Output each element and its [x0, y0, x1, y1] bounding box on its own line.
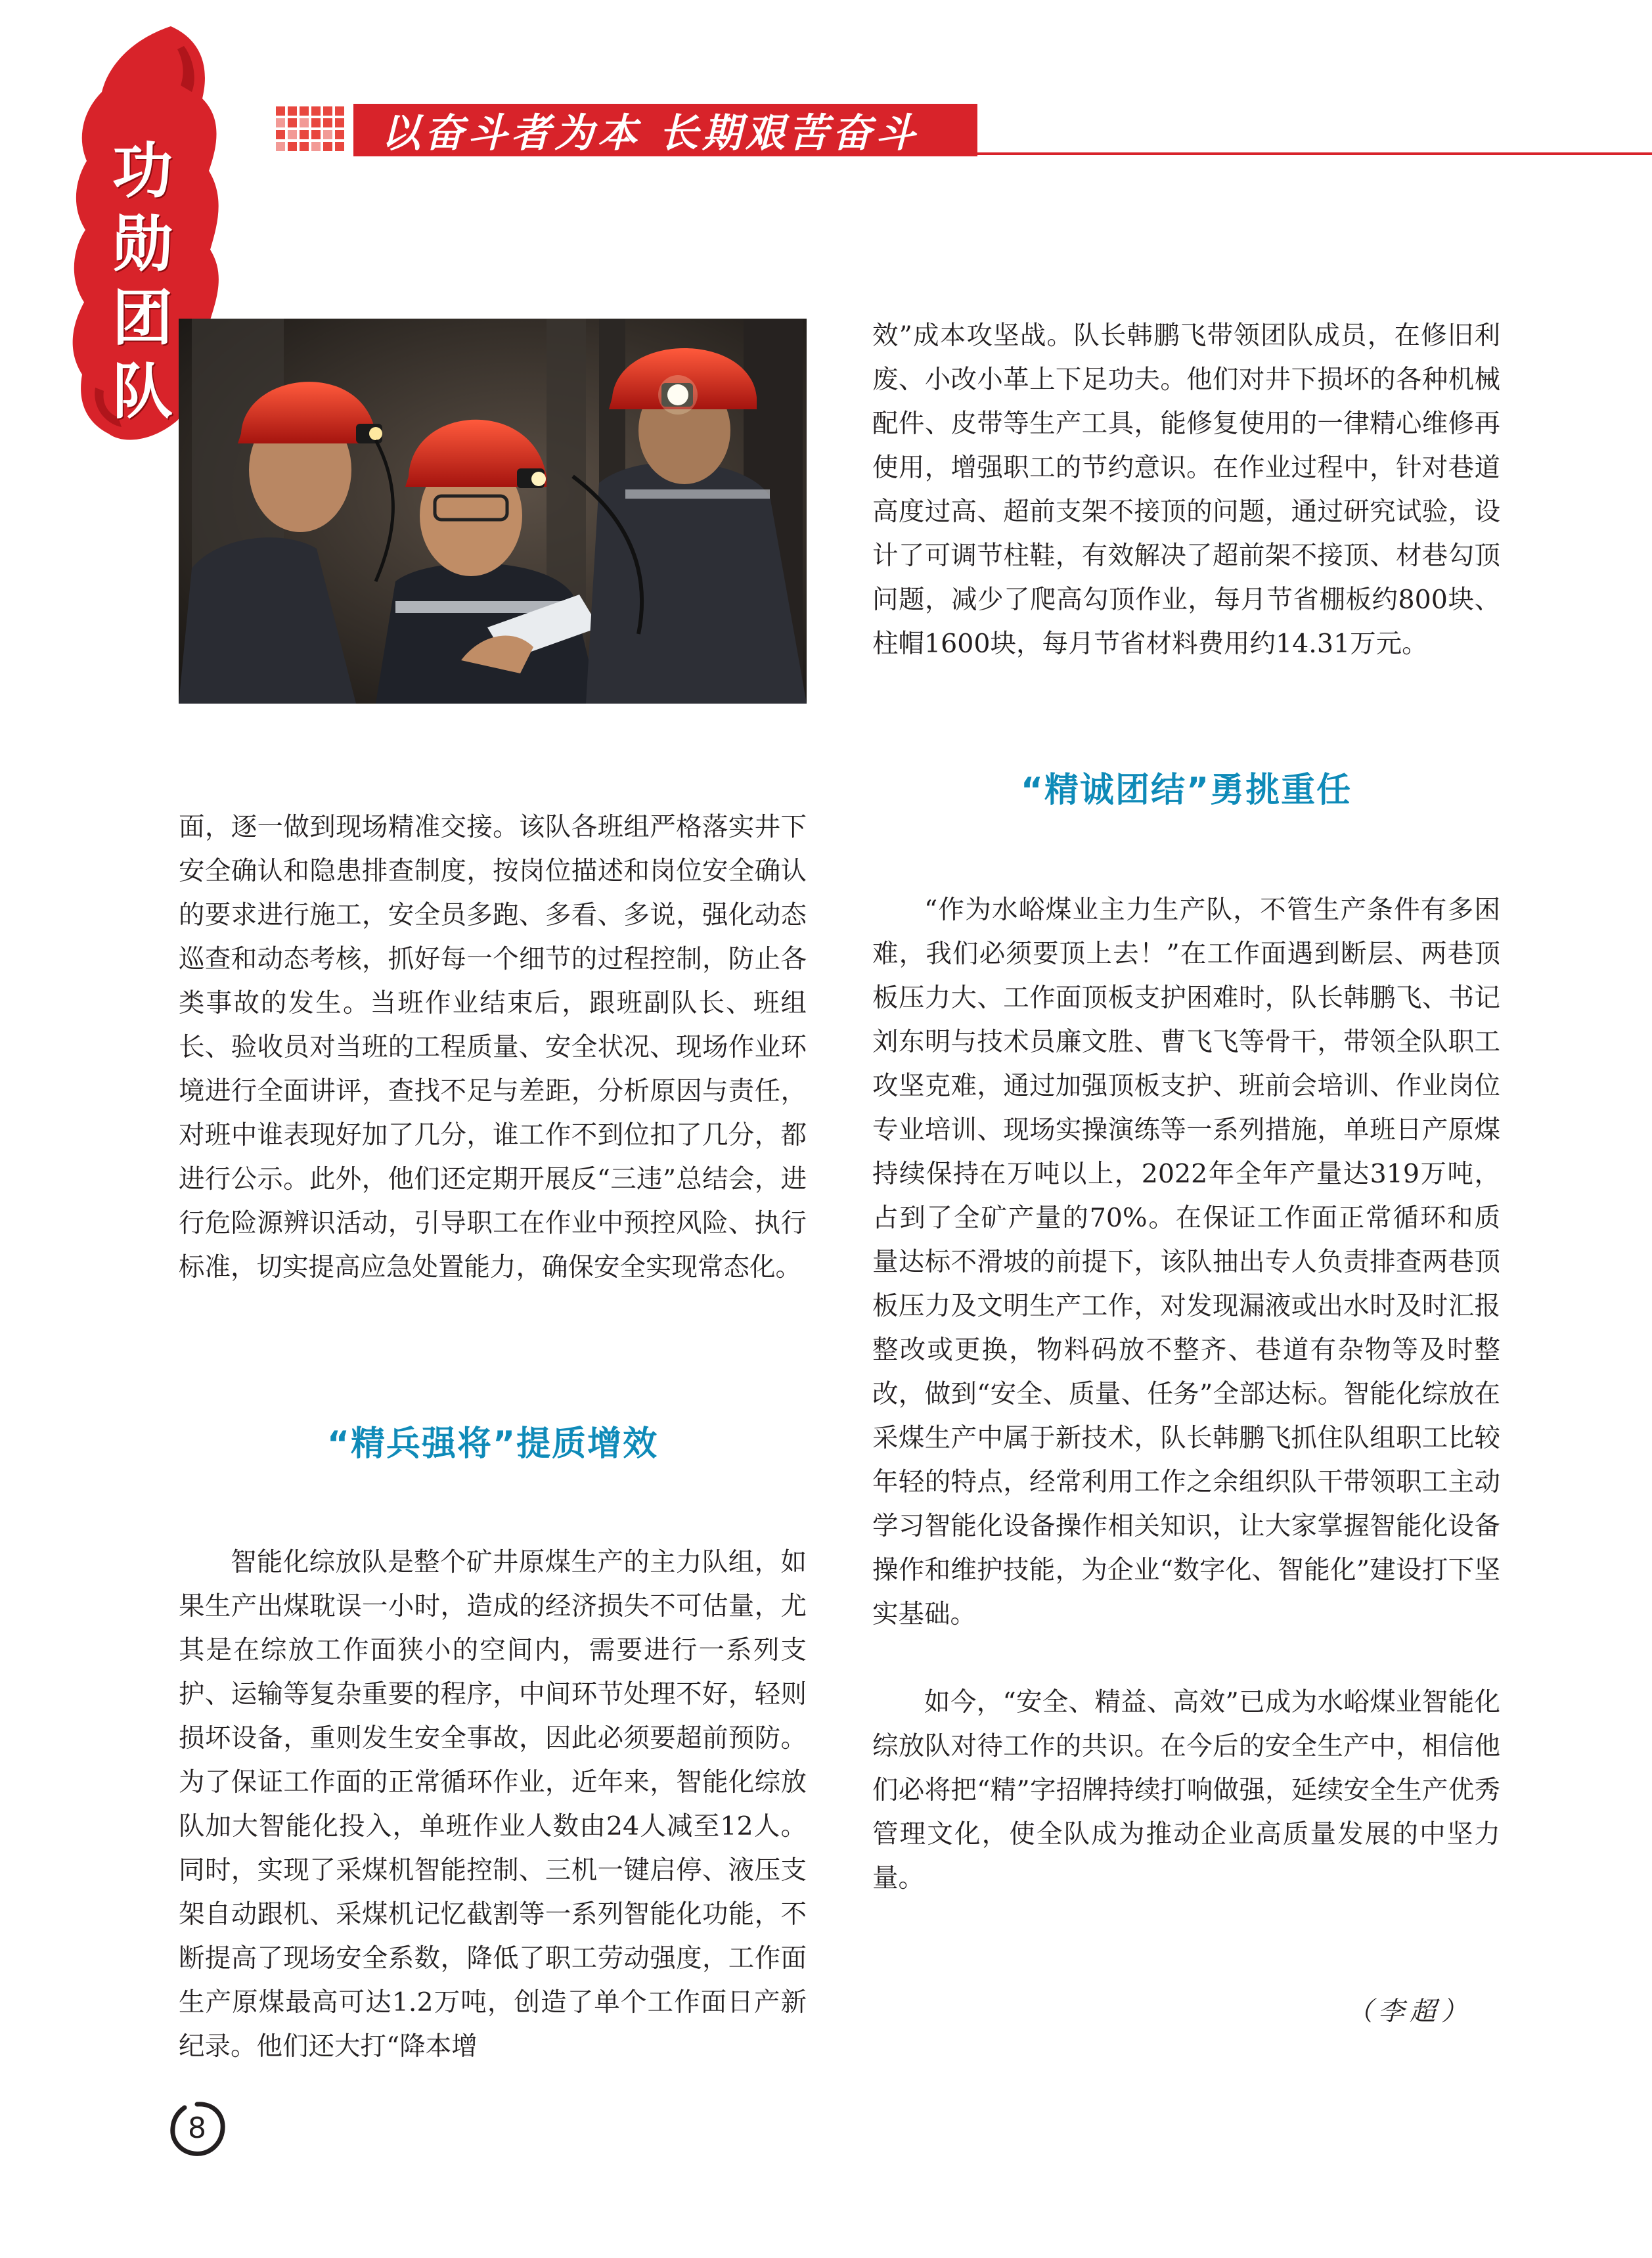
paragraph: 如今，“安全、精益、高效”已成为水峪煤业智能化综放队对待工作的共识。在今后的安全生产中，相信他们必将把“精”字招牌持续打响做强，延续安全生产优秀管理文化，使全队成为推动企业高质量发展的中坚力量。 [872, 1687, 1500, 1893]
paragraph: 智能化综放队是整个矿井原煤生产的主力队组，如果生产出煤耽误一小时，造成的经济损失不可估量，尤其是在综放工作面狭小的空间内，需要进行一系列支护、运输等复杂重要的程序，中间环节处理不好，轻则损坏设备，重则发生安全事故，因此必须要超前预防。为了保证工作面的正常循环作业，近年来，智能化综放队加大智能化投入，单班作业人数由24人减至12人。同时，实现了采煤机智能控制、三机一键启停、液压支架自动跟机、采煤机记忆截割等一系列智能化功能，不断提高了现场安全系数，降低了职工劳动强度，工作面生产原煤最高可达1.2万吨，创造了单个工作面日产新纪录。他们还大打“降本增 [179, 1547, 807, 2062]
seal-char: 功 [112, 136, 173, 206]
paragraph: 效”成本攻坚战。队长韩鹏飞带领团队成员，在修旧利废、小改小革上下足功夫。他们对井下损坏的各种机械配件、皮带等生产工具，能修复使用的一律精心维修再使用，增强职工的节约意识。在作业过程中，针对巷道高度过高、超前支架不接顶的问题，通过研究试验，设计了可调节柱鞋，有效解决了超前架不接顶、材巷勾顶问题，减少了爬高勾顶作业，每月节省棚板约800块、柱帽1600块，每月节省材料费用约14.31万元。 [872, 321, 1500, 659]
page-number [167, 2099, 227, 2158]
right-column-top [872, 314, 1500, 666]
section-heading-quality: “精兵强将”提质增效 [326, 1424, 659, 1464]
slogan-banner [353, 104, 977, 156]
right-column-section [872, 888, 1500, 1901]
author-credit: （李超） [1347, 1997, 1473, 2027]
slogan-text: 以奋斗者为本 长期艰苦奋斗 [381, 110, 919, 156]
page-number-text: 8 [188, 2111, 206, 2145]
section-heading-unity: “精诚团结”勇挑重任 [1020, 771, 1352, 810]
seal-char: 队 [112, 357, 173, 427]
seal-char: 勋 [112, 210, 173, 280]
miners-photo-illustration [179, 319, 807, 704]
seal-char: 团 [112, 283, 173, 353]
grid-decoration-icon [275, 104, 347, 156]
miners-photo [179, 319, 807, 704]
left-column-top [179, 805, 807, 1290]
paragraph: 面，逐一做到现场精准交接。该队各班组严格落实井下安全确认和隐患排查制度，按岗位描述和岗位安全确认的要求进行施工，安全员多跑、多看、多说，强化动态巡查和动态考核，抓好每一个细节的过程控制，防止各类事故的发生。当班作业结束后，跟班副队长、班组长、验收员对当班的工程质量、安全状况、现场作业环境进行全面讲评，查找不足与差距，分析原因与责任，对班中谁表现好加了几分，谁工作不到位扣了几分，都进行公示。此外，他们还定期开展反“三违”总结会，进行危险源辨识活动，引导职工在作业中预控风险、执行标准，切实提高应急处置能力，确保安全实现常态化。 [179, 812, 807, 1282]
left-column-section [179, 1541, 807, 2069]
paragraph: “作为水峪煤业主力生产队，不管生产条件有多困难，我们必须要顶上去！”在工作面遇到断层、两巷顶板压力大、工作面顶板支护困难时，队长韩鹏飞、书记刘东明与技术员廉文胜、曹飞飞等骨干，带领全队职工攻坚克难，通过加强顶板支护、班前会培训、作业岗位专业培训、现场实操演练等一系列措施，单班日产原煤持续保持在万吨以上，2022年全年产量达319万吨，占到了全矿产量的70%。在保证工作面正常循环和质量达标不滑坡的前提下，该队抽出专人负责排查两巷顶板压力及文明生产工作，对发现漏液或出水时及时汇报整改或更换，物料码放不整齐、巷道有杂物等及时整改，做到“安全、质量、任务”全部达标。智能化综放在采煤生产中属于新技术，队长韩鹏飞抓住队组职工比较年轻的特点，经常利用工作之余组织队干带领职工主动学习智能化设备操作相关知识，让大家掌握智能化设备操作和维护技能，为企业“数字化、智能化”建设打下坚实基础。 [872, 895, 1500, 1629]
header-rule [977, 152, 1652, 155]
